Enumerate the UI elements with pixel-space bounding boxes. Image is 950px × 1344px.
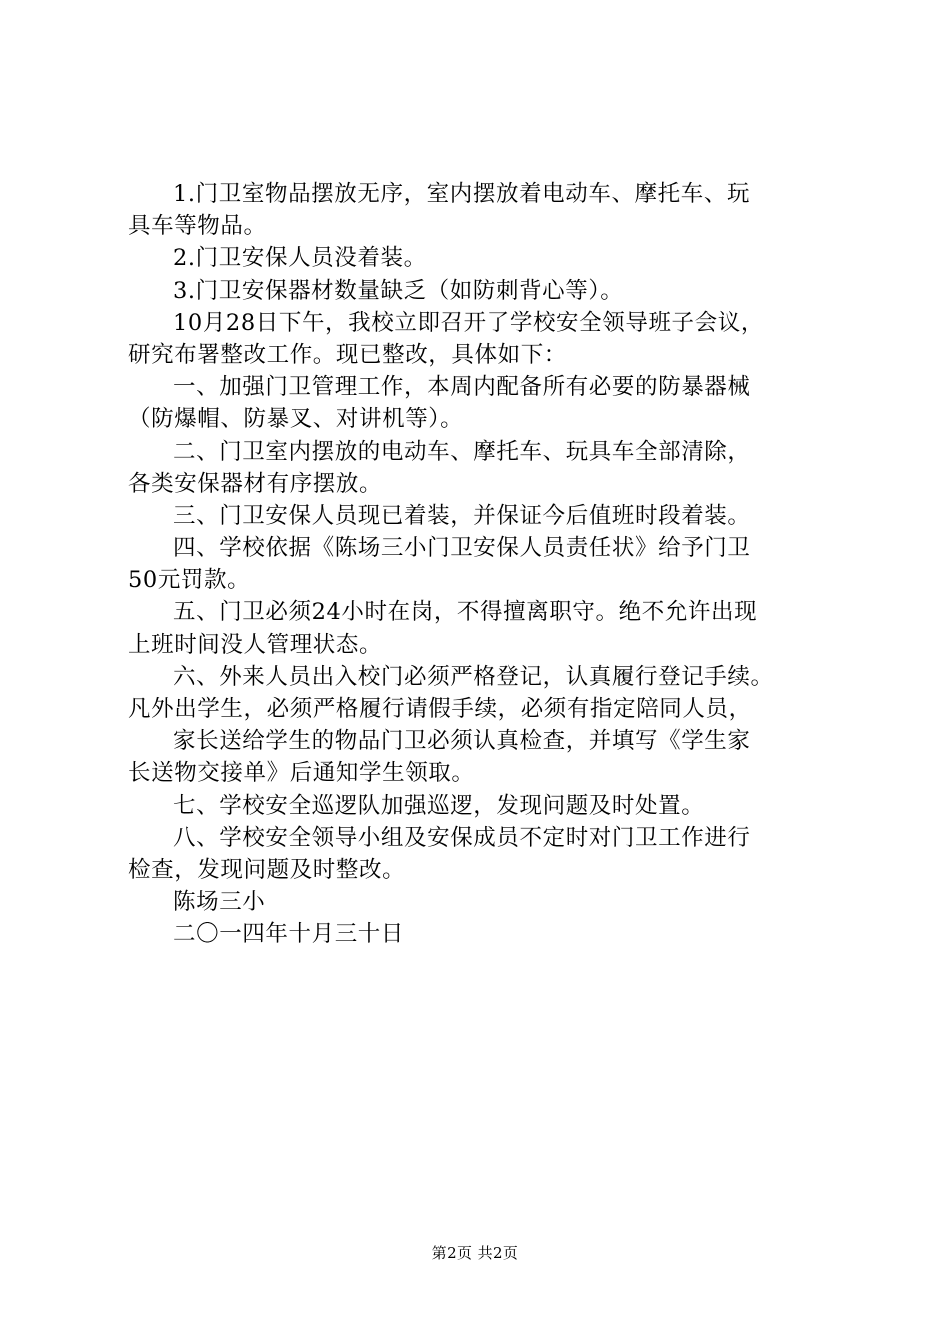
page-footer: 第2页 共2页: [431, 1244, 519, 1262]
paragraph-line: （防爆帽、防暴叉、对讲机等）。: [128, 406, 464, 433]
paragraph-line: 七、学校安全巡逻队加强巡逻，发现问题及时处置。: [173, 792, 705, 819]
paragraph-line: 检查，发现问题及时整改。: [128, 856, 406, 883]
paragraph-line: 研究布署整改工作。现已整改，具体如下：: [128, 341, 567, 368]
document-body: [128, 178, 840, 951]
paragraph-line: 五、门卫必须24小时在岗，不得擅离职守。绝不允许出现: [173, 599, 758, 626]
paragraph-line: 一、加强门卫管理工作，本周内配备所有必要的防暴器械: [173, 374, 751, 401]
paragraph-line: 各类安保器材有序摆放。: [128, 470, 383, 497]
paragraph-line: 上班时间没人管理状态。: [128, 631, 383, 658]
signature-date: 二〇一四年十月三十日: [173, 921, 405, 948]
paragraph-line: 3.门卫安保器材数量缺乏（如防刺背心等）。: [173, 277, 624, 304]
paragraph-line: 家长送给学生的物品门卫必须认真检查，并填写《学生家: [173, 728, 751, 755]
paragraph-line: 凡外出学生，必须严格履行请假手续，必须有指定陪同人员，: [128, 696, 752, 722]
paragraph-line: 六、外来人员出入校门必须严格登记，认真履行登记手续。: [173, 663, 774, 690]
paragraph-line: 1.门卫室物品摆放无序，室内摆放着电动车、摩托车、玩: [173, 181, 751, 207]
paragraph-line: 10月28日下午，我校立即召开了学校安全领导班子会议，: [173, 309, 764, 336]
paragraph-line: 八、学校安全领导小组及安保成员不定时对门卫工作进行: [173, 824, 751, 851]
paragraph-line: 50元罚款。: [128, 567, 251, 594]
paragraph-line: 2.门卫安保人员没着装。: [173, 245, 427, 272]
paragraph-line: 长送物交接单》后通知学生领取。: [128, 760, 475, 787]
signature-school: 陈场三小: [173, 889, 266, 916]
paragraph-line: 四、学校依据《陈场三小门卫安保人员责任状》给予门卫: [173, 535, 751, 562]
paragraph-line: 三、门卫安保人员现已着装，并保证今后值班时段着装。: [173, 502, 751, 529]
paragraph-line: 具车等物品。: [128, 213, 267, 240]
paragraph-line: 二、门卫室内摆放的电动车、摩托车、玩具车全部清除，: [173, 438, 751, 465]
